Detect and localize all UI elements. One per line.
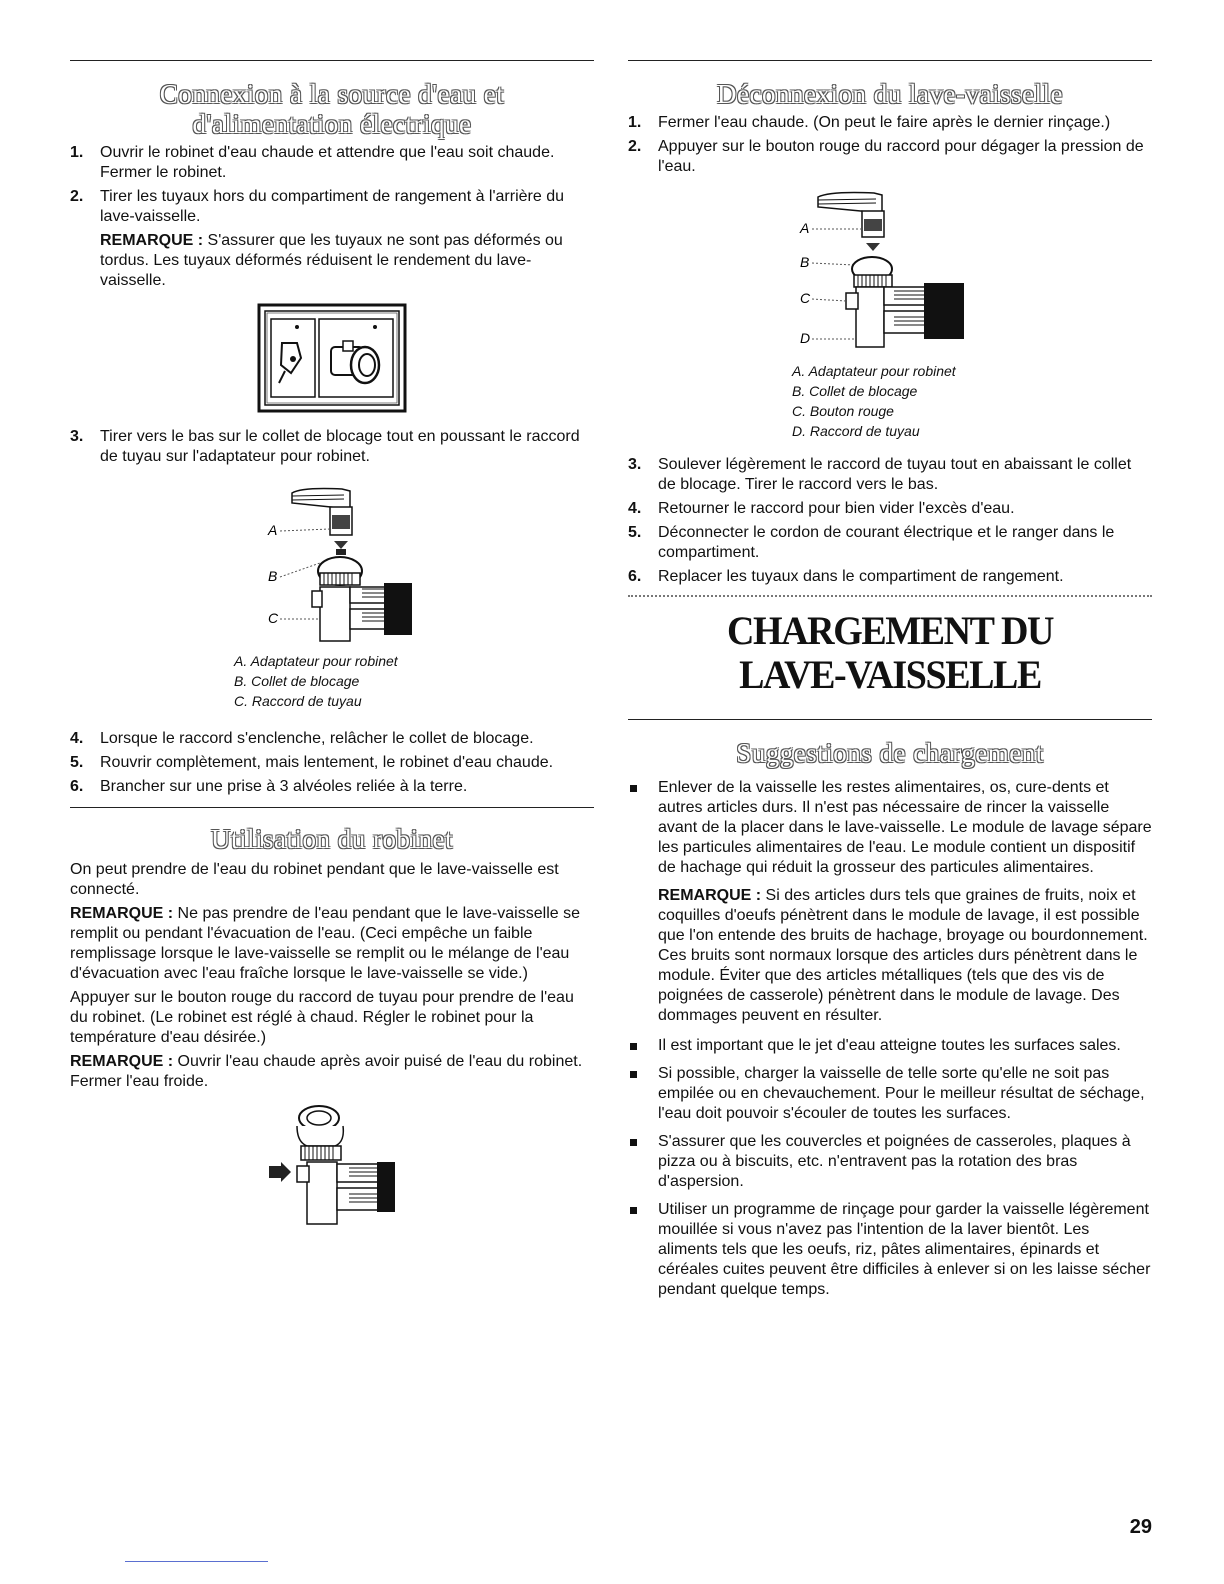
caption-line: C. Bouton rouge <box>792 403 894 419</box>
bullet-text: Enlever de la vaisselle les restes alimentaires, os, cure-dents et autres articles durs. Il n'est pas nécessaire de rincer la vaisselle avant de la placer dans le lave-vaisselle. Le module de lavage sépare les particules alimentaires de l'eau. Le module contient un dispositif de hachage qui réduit la grosseur des particules alimentaires. <box>658 779 1152 876</box>
page-number: 29 <box>1129 1516 1152 1538</box>
step-text: Soulever légèrement le raccord de tuyau tout en abaissant le collet de blocage. Tirer le raccord vers le bas. <box>658 456 1132 493</box>
bullet-text: S'assurer que les couvercles et poignées de casseroles, plaques à pizza ou à biscuits, etc. n'entravent pas la rotation des bras d'aspersion. <box>658 1133 1131 1190</box>
step-text: Brancher sur une prise à 3 alvéoles reliée à la terre. <box>100 778 468 795</box>
step-text: Retourner le raccord pour bien vider l'excès d'eau. <box>658 500 1015 517</box>
section-title-utilisation: Utilisation du robinet <box>211 824 453 854</box>
step-text: Appuyer sur le bouton rouge du raccord pour dégager la pression de l'eau. <box>658 138 1144 175</box>
caption-line: A. Adaptateur pour robinet <box>234 653 398 669</box>
paragraph: Appuyer sur le bouton rouge du raccord de tuyau pour prendre de l'eau du robinet. (Le robinet est réglé à chaud. Régler le robinet pour la température d'eau désirée.) <box>70 989 574 1046</box>
note <box>100 231 594 291</box>
title-line: d'alimentation électrique <box>192 109 472 139</box>
label-b: B <box>268 568 278 584</box>
step-item <box>70 729 594 749</box>
note <box>70 904 594 984</box>
step-number: 3. <box>70 428 84 445</box>
chapter-title-line: LAVE-VAISSELLE <box>739 652 1041 697</box>
step-item <box>628 523 1152 563</box>
step-number: 6. <box>628 568 642 585</box>
caption-line: B. Collet de blocage <box>234 673 360 689</box>
bullet-marker <box>628 778 658 878</box>
note-text: Ne pas prendre de l'eau pendant que le lave-vaisselle se remplit ou pendant l'évacuation de l'eau. (Ceci empêche un faible remplissage lorsque le lave-vaisselle se remplit ou le mélange de l'eau d'évacuation avec l'eau fraîche lorsque le lave-vaisselle se vide.) <box>70 905 580 982</box>
faucet-adapter-illustration <box>232 483 432 643</box>
step-number: 1. <box>628 114 642 131</box>
bullet-text: Il est important que le jet d'eau atteigne toutes les surfaces sales. <box>658 1037 1121 1054</box>
step-number: 4. <box>628 500 642 517</box>
title-line: Connexion à la source d'eau et <box>159 79 505 109</box>
note-text: Si des articles durs tels que graines de fruits, noix et coquilles d'oeufs pénètrent dans le module de lavage, il est possible que l'on entende des bruits de hachage, broyage ou bourdonnement. Ces bruits sont normaux lorsque des articles durs pénètrent dans le module. Éviter que des articles métalliques (tels que des vis de poignées de casserole) pénètrent dans le module de lavage. Des dommages peuvent en résulter. <box>658 887 1148 1024</box>
bullet-text: Utiliser un programme de rinçage pour garder la vaisselle légèrement mouillée si vous n'avez pas l'intention de la laver bientôt. Les aliments tels que les oeufs, riz, pâtes alimentaires, épinards et céréales cuites peuvent être difficiles à enlever si on les laisse sécher pendant quelque temps. <box>658 1201 1151 1298</box>
label-d: D <box>800 330 811 346</box>
step-text: Tirer les tuyaux hors du compartiment de rangement à l'arrière du lave-vaisselle. <box>100 188 565 225</box>
step-text: Ouvrir le robinet d'eau chaude et attendre que l'eau soit chaude. Fermer le robinet. <box>100 144 555 181</box>
left-column <box>70 60 594 1228</box>
bullet-marker <box>628 1064 658 1124</box>
caption-line: A. Adaptateur pour robinet <box>792 363 956 379</box>
footer-line <box>125 1561 268 1562</box>
step-item <box>628 567 1152 587</box>
step-text: Rouvrir complètement, mais lentement, le robinet d'eau chaude. <box>100 754 554 771</box>
chapter-title <box>641 609 1139 697</box>
step-item <box>628 455 1152 495</box>
section-title-suggestions: Suggestions de chargement <box>736 738 1044 768</box>
disconnect-illustration <box>790 187 990 357</box>
label-c: C <box>268 610 279 626</box>
chapter-title-line: CHARGEMENT DU <box>727 608 1053 653</box>
step-item <box>70 427 594 467</box>
note-label: REMARQUE : <box>70 1053 174 1070</box>
section-rule <box>70 807 594 808</box>
right-column <box>628 60 1152 1308</box>
step-number: 5. <box>628 524 642 541</box>
figure-captions <box>234 651 594 711</box>
bullet-text: Si possible, charger la vaisselle de telle sorte qu'elle ne soit pas empilée ou en chevauchement. Pour le meilleur résultat de séchage, l'eau doit pouvoir s'écouler de toutes les surfaces. <box>658 1065 1145 1122</box>
storage-compartment-illustration <box>257 303 407 415</box>
note-text: Ouvrir l'eau chaude après avoir puisé de l'eau du robinet. Fermer l'eau froide. <box>70 1053 583 1090</box>
label-b: B <box>800 254 810 270</box>
note-label: REMARQUE : <box>70 905 174 922</box>
paragraph: On peut prendre de l'eau du robinet pendant que le lave-vaisselle est connecté. <box>70 861 559 898</box>
label-a: A <box>268 522 278 538</box>
step-item <box>70 187 594 227</box>
step-text: Déconnecter le cordon de courant électrique et le ranger dans le compartiment. <box>658 524 1115 561</box>
step-item <box>70 143 594 183</box>
note <box>70 1052 594 1092</box>
bullet-marker <box>628 1036 658 1056</box>
step-number: 1. <box>70 144 84 161</box>
section-rule <box>70 60 594 61</box>
step-number: 5. <box>70 754 84 771</box>
step-number: 3. <box>628 456 642 473</box>
step-number: 6. <box>70 778 84 795</box>
step-item <box>628 137 1152 177</box>
figure-captions <box>792 361 1152 441</box>
section-title-connexion <box>70 79 594 139</box>
step-number: 4. <box>70 730 84 747</box>
note <box>658 886 1152 1026</box>
list-item <box>628 1132 1152 1192</box>
step-item <box>628 499 1152 519</box>
caption-line: B. Collet de blocage <box>792 383 918 399</box>
note-label: REMARQUE : <box>100 232 204 249</box>
step-text: Replacer les tuyaux dans le compartiment de rangement. <box>658 568 1064 585</box>
bullet-marker <box>628 1200 658 1300</box>
step-item <box>70 777 594 797</box>
step-text: Fermer l'eau chaude. (On peut le faire après le dernier rinçage.) <box>658 114 1111 131</box>
list-item <box>628 778 1152 878</box>
note-text: S'assurer que les tuyaux ne sont pas déformés ou tordus. Les tuyaux déformés réduisent le rendement du lave-vaisselle. <box>100 232 563 289</box>
step-item <box>70 753 594 773</box>
step-number: 2. <box>70 188 84 205</box>
caption-line: D. Raccord de tuyau <box>792 423 920 439</box>
note-label: REMARQUE : <box>658 887 762 904</box>
step-item <box>628 113 1152 133</box>
caption-line: C. Raccord de tuyau <box>234 693 362 709</box>
list-item <box>628 1200 1152 1300</box>
label-c: C <box>800 290 811 306</box>
step-number: 2. <box>628 138 642 155</box>
hose-connector-button-illustration <box>257 1102 407 1228</box>
step-text: Lorsque le raccord s'enclenche, relâcher le collet de blocage. <box>100 730 534 747</box>
chapter-divider <box>628 595 1152 597</box>
step-text: Tirer vers le bas sur le collet de blocage tout en poussant le raccord de tuyau sur l'adaptateur pour robinet. <box>100 428 580 465</box>
list-item <box>628 1036 1152 1056</box>
section-rule <box>628 719 1152 720</box>
section-title-deconnexion: Déconnexion du lave-vaisselle <box>717 79 1063 109</box>
list-item <box>628 1064 1152 1124</box>
section-rule <box>628 60 1152 61</box>
label-a: A <box>800 220 810 236</box>
bullet-marker <box>628 1132 658 1192</box>
